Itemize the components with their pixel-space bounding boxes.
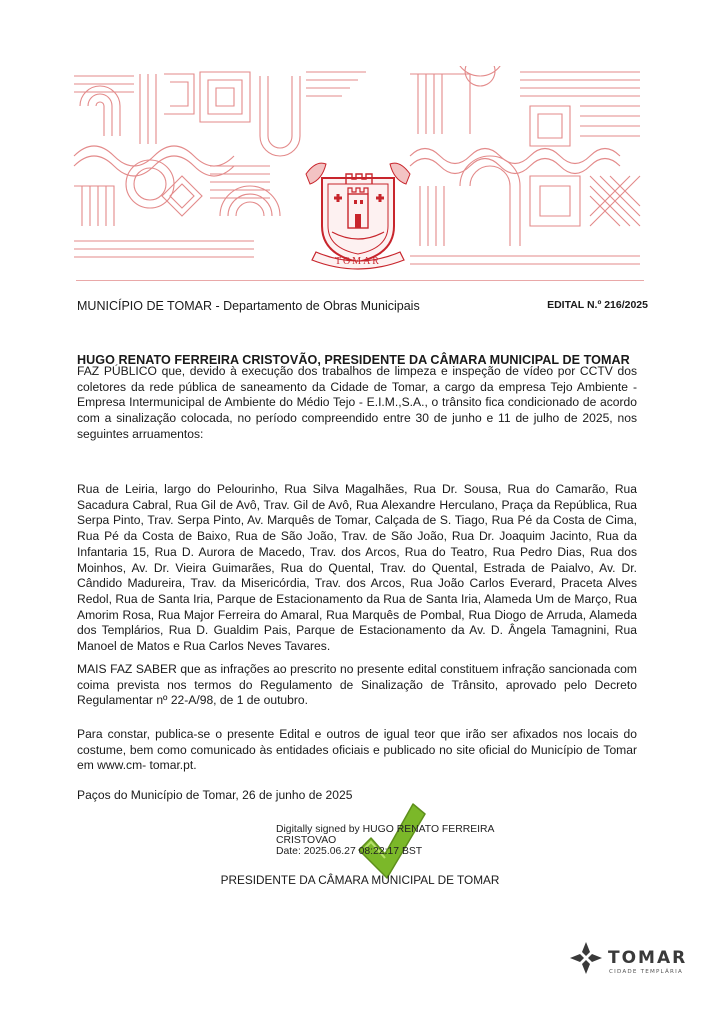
signature-line-signed-by: Digitally signed by HUGO RENATO FERREIRA [276, 824, 495, 835]
header-divider [76, 280, 644, 281]
logo-tagline: CIDADE TEMPLÁRIA [609, 969, 683, 975]
document-heading: HUGO RENATO FERREIRA CRISTOVÃO, PRESIDENTE DA CÂMARA MUNICIPAL DE TOMAR [77, 353, 630, 367]
tomar-footer-logo [570, 938, 690, 980]
paragraph-para-constar: Para constar, publica-se o presente Edital e outros de igual teor que irão ser afixados nos locais do costume, bem como comunicado às entidades oficiais e publicado no site oficial do Município de Tomar em www.cm- tomar.pt. [77, 727, 637, 773]
president-title: PRESIDENTE DA CÂMARA MUNICIPAL DE TOMAR [220, 873, 500, 887]
tomar-crest-icon [306, 163, 410, 269]
header-artwork [70, 66, 646, 276]
edital-number: EDITAL N.º 216/2025 [547, 299, 648, 311]
signature-line-name: CRISTOVAO [276, 835, 337, 846]
department-title: MUNICÍPIO DE TOMAR - Departamento de Obras Municipais [77, 299, 420, 313]
signature-line-date: Date: 2025.06.27 08:22:17 BST [276, 846, 423, 857]
crest-label: TOMAR [335, 256, 381, 267]
paragraph-mais-faz-saber: MAIS FAZ SABER que as infrações ao prescrito no presente edital constituem infração sancionada com coima prevista nos termos do Regulamento de Sinalização de Trânsito, aprovado pelo Decreto Regulamentar nº 22-A/98, de 1 de outubro. [77, 662, 637, 708]
paragraph-faz-publico: FAZ PÚBLICO que, devido à execução dos trabalhos de limpeza e inspeção de vídeo por CCTV dos coletores da rede pública de saneamento da Cidade de Tomar, a cargo da empresa Tejo Ambiente - Empresa Intermunicipal de Ambiente do Médio Tejo - E.I.M.,S.A., o trânsito fica condicionado de acordo com a sinalização colocada, no período compreendido entre 30 de junho e 11 de julho de 2025, nos seguintes arruamentos: [77, 364, 637, 441]
tomar-cross-logo-icon [570, 942, 602, 974]
place-date: Paços do Município de Tomar, 26 de junho de 2025 [77, 788, 353, 802]
digital-signature [276, 824, 494, 857]
paragraph-street-list: Rua de Leiria, largo do Pelourinho, Rua Silva Magalhães, Rua Dr. Sousa, Rua do Camarão, Rua Sacadura Cabral, Rua Gil de Avô, Trav. Gil de Avô, Rua Alexandre Herculano, Praça da República, Rua Serpa Pinto, Trav. Serpa Pinto, Av. Marquês de Tomar, Calçada de S. Tiago, Rua Pé da Costa de Cima, Rua Pé da Costa de Baixo, Rua de São João, Trav. de São João, Rua Dr. Joaquim Jacinto, Rua da Infantaria 15, Rua D. Aurora de Macedo, Trav. dos Arcos, Rua do Teatro, Rua Pedro Dias, Rua dos Moinhos, Av. Dr. Vieira Guimarães, Rua do Quental, Trav. do Quental, Estrada de Paialvo, Av. Dr. Cândido Madureira, Trav. da Misericórdia, Trav. dos Arcos, Rua João Carlos Everard, Praceta Alves Redol, Rua de Santa Iria, Parque de Estacionamento da Rua de Santa Iria, Alameda Um de Março, Rua Amorim Rosa, Rua Major Ferreira do Amaral, Rua Marquês de Pombal, Rua Diogo de Arruda, Alameda dos Templários, Rua D. Gualdim Pais, Parque de Estacionamento da Av. D. Ângela Tamagnini, Rua Manoel de Matos e Rua Carlos Neves Tavares. [77, 482, 637, 654]
logo-word: TOMAR [608, 948, 688, 968]
